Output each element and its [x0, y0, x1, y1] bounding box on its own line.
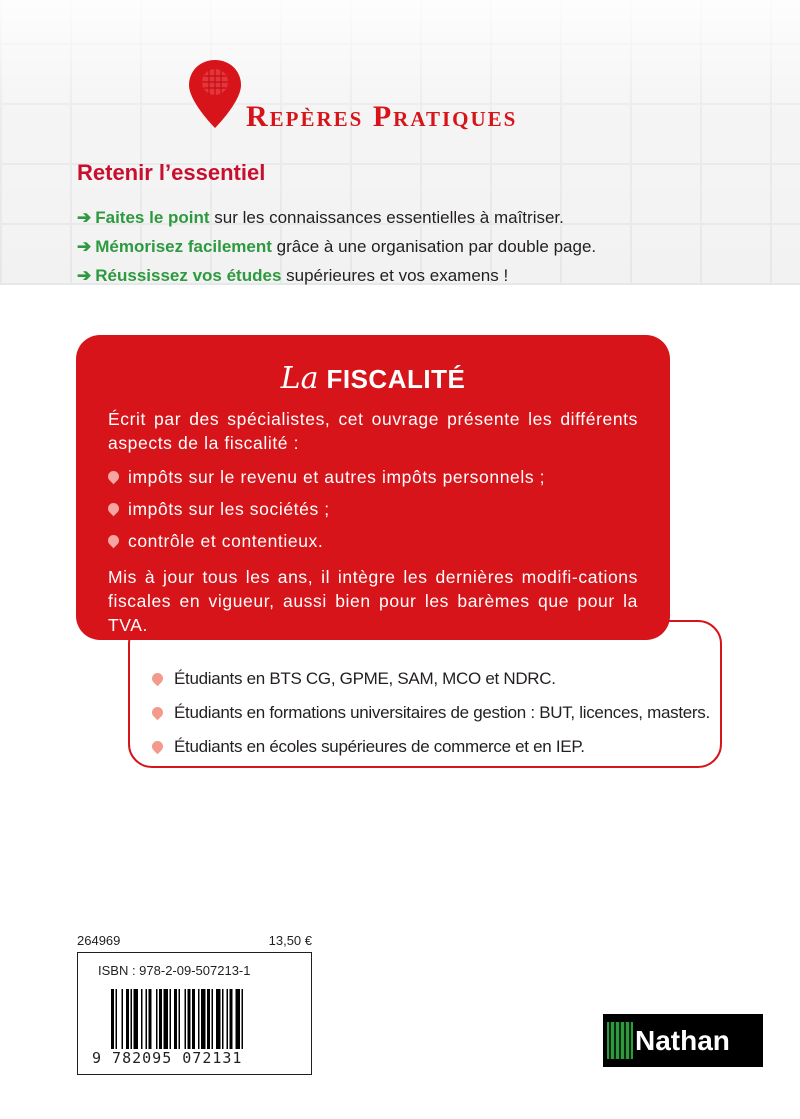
arrow-right-icon: ➔ [77, 266, 92, 285]
audience-item: Étudiants en formations universitaires de gestion : BUT, licences, masters. [152, 696, 710, 730]
book-intro: Écrit par des spécialistes, cet ouvrage présente les différents aspects de la fiscalité : [108, 409, 638, 453]
promise-item: ➔ Faites le point sur les connaissances essentielles à maîtriser. [77, 208, 564, 227]
book-title-prefix: La [280, 361, 319, 396]
promise-item: ➔ Réussissez vos études supérieures et vos examens ! [77, 266, 509, 285]
barcode-box [77, 952, 312, 1075]
promise-list [77, 203, 596, 290]
publisher-stripes-icon [607, 1014, 633, 1067]
pin-bullet-icon [150, 671, 166, 687]
audience-item: Étudiants en BTS CG, GPME, SAM, MCO et NDRC. [152, 662, 710, 696]
product-code: 264969 [77, 933, 121, 948]
pin-bullet-icon [150, 705, 166, 721]
map-pin-icon [186, 58, 244, 130]
audience-item: Étudiants en écoles supérieures de commerce et en IEP. [152, 730, 710, 764]
price: 13,50 € [268, 933, 312, 948]
arrow-right-icon: ➔ [77, 237, 92, 256]
publisher-name: Nathan [635, 1024, 730, 1056]
pin-bullet-icon [150, 739, 166, 755]
barcode-number: 9 782095 072131 [92, 1049, 243, 1067]
pin-bullet-icon [106, 501, 122, 517]
audience-box [128, 620, 722, 768]
audience-list [152, 662, 710, 764]
pin-bullet-icon [106, 533, 122, 549]
topic-item: contrôle et contentieux. [108, 525, 638, 557]
barcode-icon [111, 989, 283, 1049]
topic-list [108, 461, 638, 557]
publisher-logo [603, 1014, 763, 1067]
book-title-main: FISCALITÉ [326, 364, 466, 394]
topic-item: impôts sur les sociétés ; [108, 493, 638, 525]
book-outro: Mis à jour tous les ans, il intègre les dernières modifi-cations fiscales en vigueur, aussi bien pour les barèmes que pour la TVA. [108, 567, 638, 635]
series-subtitle: Retenir l’essentiel [77, 160, 266, 185]
pin-bullet-icon [106, 469, 122, 485]
topic-item: impôts sur le revenu et autres impôts personnels ; [108, 461, 638, 493]
series-name: Repères Pratiques [246, 100, 518, 133]
isbn: ISBN : 978-2-09-507213-1 [98, 963, 251, 978]
promise-item: ➔ Mémorisez facilement grâce à une organisation par double page. [77, 237, 597, 256]
arrow-right-icon: ➔ [77, 208, 92, 227]
book-title [108, 361, 638, 401]
book-summary-box [76, 335, 670, 640]
